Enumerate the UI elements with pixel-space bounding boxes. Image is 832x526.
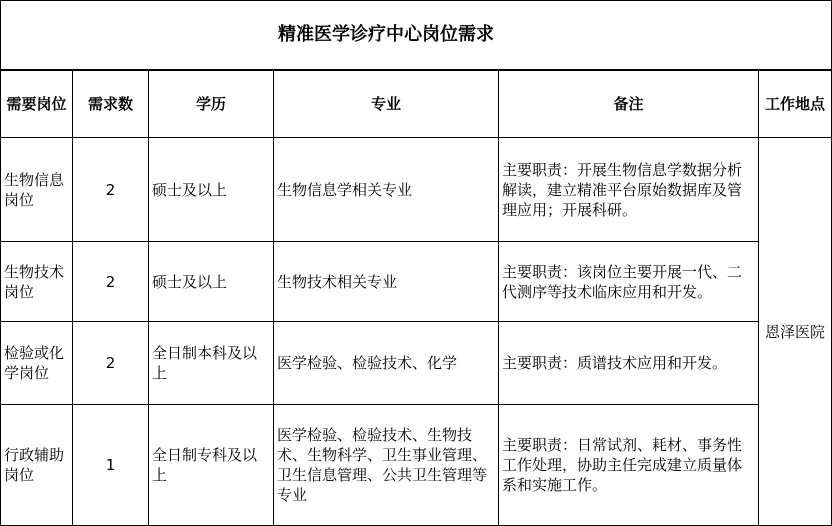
cell-education: 硕士及以上 xyxy=(149,138,274,242)
header-education: 学历 xyxy=(149,70,274,138)
cell-major: 生物技术相关专业 xyxy=(274,242,499,322)
cell-education: 全日制本科及以上 xyxy=(149,322,274,405)
cell-position: 生物信息岗位 xyxy=(1,138,73,242)
table-row xyxy=(1,405,832,526)
cell-count: 2 xyxy=(73,322,149,405)
cell-remarks: 主要职责：该岗位主要开展一代、二代测序等技术临床应用和开发。 xyxy=(499,242,759,322)
cell-count: 1 xyxy=(73,405,149,526)
cell-count: 2 xyxy=(73,242,149,322)
header-location: 工作地点 xyxy=(759,70,832,138)
table-row xyxy=(1,322,832,405)
cell-remarks: 主要职责：质谱技术应用和开发。 xyxy=(499,322,759,405)
cell-education: 硕士及以上 xyxy=(149,242,274,322)
cell-major: 医学检验、检验技术、生物技术、生物科学、卫生事业管理、卫生信息管理、公共卫生管理等专业 xyxy=(274,405,499,526)
cell-remarks: 主要职责：开展生物信息学数据分析解读，建立精准平台原始数据库及管理应用；开展科研。 xyxy=(499,138,759,242)
cell-major: 医学检验、检验技术、化学 xyxy=(274,322,499,405)
header-remarks: 备注 xyxy=(499,70,759,138)
header-position: 需要岗位 xyxy=(1,70,73,138)
cell-position: 生物技术岗位 xyxy=(1,242,73,322)
header-count: 需求数 xyxy=(73,70,149,138)
cell-location: 恩泽医院 xyxy=(759,138,832,526)
header-major: 专业 xyxy=(274,70,499,138)
cell-position: 行政辅助岗位 xyxy=(1,405,73,526)
table-title: 精准医学诊疗中心岗位需求 xyxy=(1,1,832,70)
table-row xyxy=(1,242,832,322)
cell-count: 2 xyxy=(73,138,149,242)
table-row xyxy=(1,138,832,242)
cell-remarks: 主要职责：日常试剂、耗材、事务性工作处理，协助主任完成建立质量体系和实施工作。 xyxy=(499,405,759,526)
cell-position: 检验或化学岗位 xyxy=(1,322,73,405)
cell-major: 生物信息学相关专业 xyxy=(274,138,499,242)
cell-education: 全日制专科及以上 xyxy=(149,405,274,526)
